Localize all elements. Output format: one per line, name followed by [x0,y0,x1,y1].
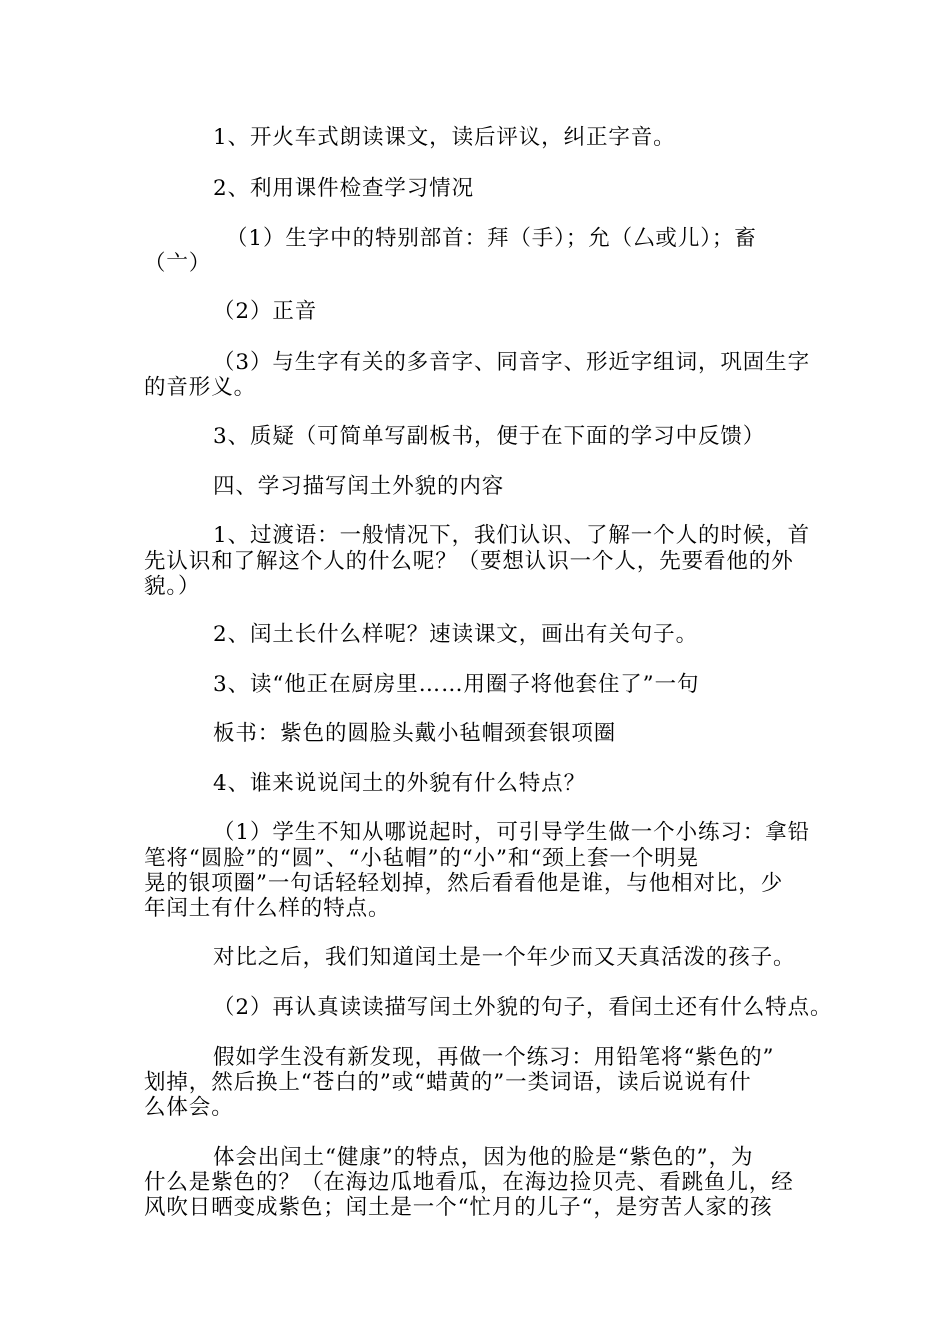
p10-line-1: 3、读“他正在厨房里……用圈子将他套住了”一句 [213,672,700,697]
p2-line-1: 2、利用课件检查学习情况 [213,176,474,201]
p3-line-1: （1）生字中的特别部首：拜（手）；允（厶或儿）；畜 [226,226,757,251]
p16-line-3: 么体会。 [144,1095,234,1120]
p15-line-1: （2）再认真读读描写闰土外貌的句子，看闰土还有什么特点。 [213,995,833,1020]
p6-line-1: 3、质疑（可简单写副板书，便于在下面的学习中反馈） [213,424,766,449]
p5-line-1: （3）与生字有关的多音字、同音字、形近字组词，巩固生字 [213,350,810,375]
p1-line-1: 1、开火车式朗读课文，读后评议，纠正字音。 [213,125,676,150]
p8-line-1: 1、过渡语：一般情况下，我们认识、了解一个人的时候，首 [213,523,810,548]
p17-line-1: 体会出闰土“健康”的特点，因为他的脸是“紫色的”，为 [213,1145,754,1170]
p8-line-2: 先认识和了解这个人的什么呢？（要想认识一个人，先要看他的外 [144,549,794,574]
p7-line-1: 四、学习描写闰土外貌的内容 [213,474,505,499]
p16-line-1: 假如学生没有新发现，再做一个练习：用铅笔将“紫色的” [213,1045,775,1070]
p3-line-2: （亠） [144,251,212,276]
p5-line-2: 的音形义。 [144,375,257,400]
p14-line-1: 对比之后，我们知道闰土是一个年少而又天真活泼的孩子。 [213,945,796,970]
p17-line-2: 什么是紫色的？（在海边瓜地看瓜，在海边捡贝壳、看跳鱼儿，经 [144,1170,794,1195]
p11-line-1: 板书：紫色的圆脸头戴小毡帽颈套银项圈 [213,721,617,746]
p4-line-1: （2）正音 [213,299,318,324]
p8-line-3: 貌。） [144,574,201,599]
p9-line-1: 2、闰土长什么样呢？速读课文，画出有关句子。 [213,622,698,647]
p12-line-1: 4、谁来说说闰土的外貌有什么特点？ [213,771,586,796]
p13-line-4: 年闰土有什么样的特点。 [144,896,391,921]
p16-line-2: 划掉，然后换上“苍白的”或“蜡黄的”一类词语，读后说说有什 [144,1070,752,1095]
p13-line-3: 晃的银项圈”一句话轻轻划掉，然后看看他是谁，与他相对比，少 [144,871,784,896]
p17-line-3: 风吹日晒变成紫色；闰土是一个“忙月的儿子“，是穷苦人家的孩 [144,1195,773,1220]
p13-line-2: 笔将“圆脸”的“圆”、“小毡帽”的“小”和“颈上套一个明晃 [144,846,700,871]
p13-line-1: （1）学生不知从哪说起时，可引导学生做一个小练习：拿铅 [213,820,810,845]
